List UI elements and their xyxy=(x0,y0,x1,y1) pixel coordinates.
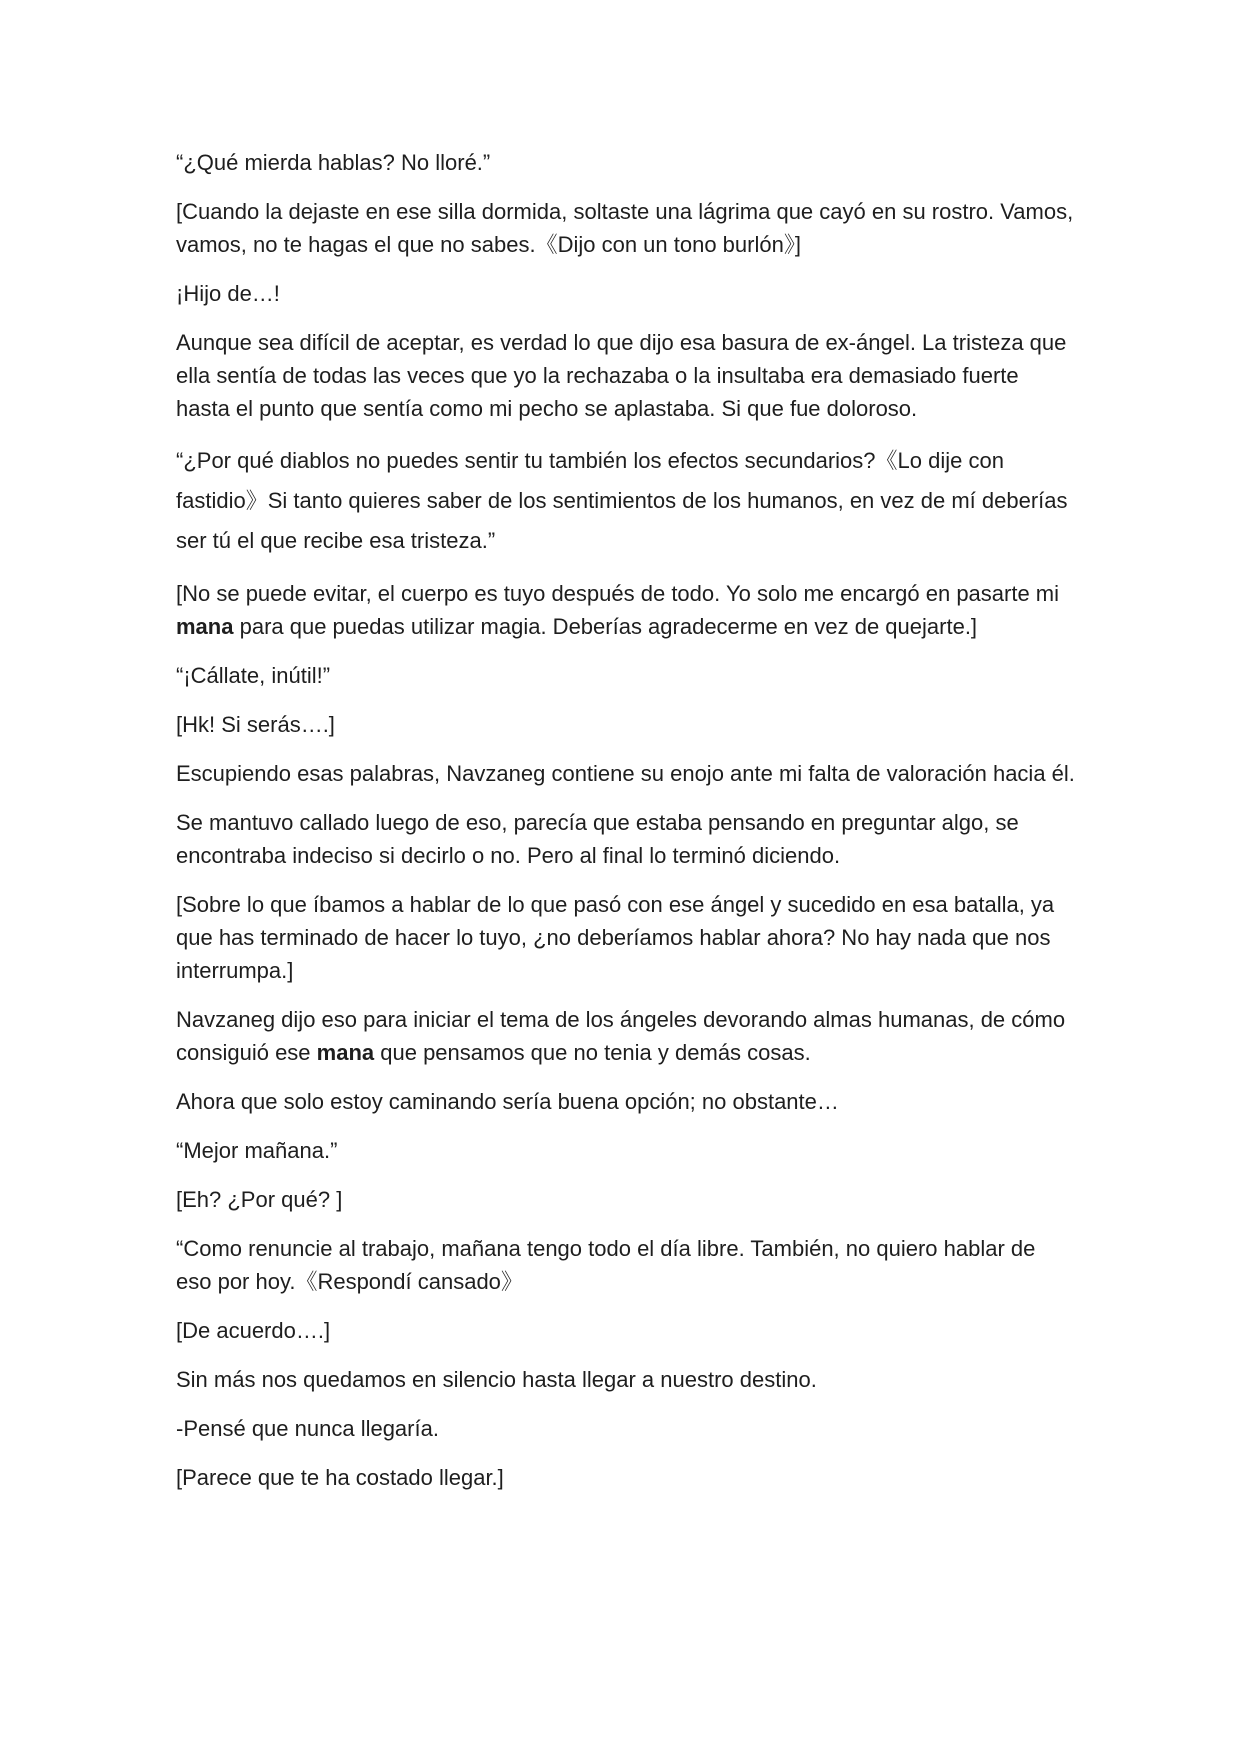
paragraph-6-bold-term: mana xyxy=(176,614,234,639)
paragraph-12-bold-term: mana xyxy=(316,1040,375,1065)
paragraph-8: [Hk! Si serás….] xyxy=(176,712,335,737)
paragraph-4: Aunque sea difícil de aceptar, es verdad lo que dijo esa basura de ex-ángel. La tristeza que ella sentía de todas las veces que yo la rechazaba o la insultaba era demasiado fuerte hasta el punto que sentía como mi pecho se aplastaba. Si que fue doloroso. xyxy=(176,330,1067,421)
paragraph-15: [Eh? ¿Por qué? ] xyxy=(176,1187,343,1212)
document-page xyxy=(176,146,1076,1510)
paragraph-12 xyxy=(176,1003,1076,1069)
paragraph-7: “¡Cállate, inútil!” xyxy=(176,663,331,688)
paragraph-12-text-end: que pensamos que no tenia y demás cosas. xyxy=(374,1040,811,1065)
paragraph-3: ¡Hijo de…! xyxy=(176,281,280,306)
paragraph-6 xyxy=(176,577,1076,643)
paragraph-17: [De acuerdo….] xyxy=(176,1318,331,1343)
paragraph-12-text-start: Navzaneg dijo eso para iniciar el tema de los ángeles devorando almas humanas, de cómo consiguió ese xyxy=(176,1007,1066,1065)
paragraph-19: -Pensé que nunca llegaría. xyxy=(176,1416,439,1441)
paragraph-6-text-start: [No se puede evitar, el cuerpo es tuyo después de todo. Yo solo me encargó en pasarte mi xyxy=(176,581,1060,606)
paragraph-10: Se mantuvo callado luego de eso, parecía que estaba pensando en preguntar algo, se encontraba indeciso si decirlo o no. Pero al final lo terminó diciendo. xyxy=(176,810,1019,868)
paragraph-18: Sin más nos quedamos en silencio hasta llegar a nuestro destino. xyxy=(176,1367,817,1392)
paragraph-9: Escupiendo esas palabras, Navzaneg contiene su enojo ante mi falta de valoración hacia él. xyxy=(176,761,1075,786)
paragraph-11: [Sobre lo que íbamos a hablar de lo que pasó con ese ángel y sucedido en esa batalla, ya que has terminado de hacer lo tuyo, ¿no deberíamos hablar ahora? No hay nada que nos interrumpa.] xyxy=(176,892,1055,983)
paragraph-13: Ahora que solo estoy caminando sería buena opción; no obstante… xyxy=(176,1089,839,1114)
paragraph-2: [Cuando la dejaste en ese silla dormida, soltaste una lágrima que cayó en su rostro. Vamos, vamos, no te hagas el que no sabes.《Dijo con un tono burlón》] xyxy=(176,199,1074,257)
paragraph-20: [Parece que te ha costado llegar.] xyxy=(176,1465,504,1490)
paragraph-14: “Mejor mañana.” xyxy=(176,1138,338,1163)
paragraph-5: “¿Por qué diablos no puedes sentir tu también los efectos secundarios?《Lo dije con fastidio》Si tanto quieres saber de los sentimientos de los humanos, en vez de mí deberías ser tú el que recibe esa tristeza.” xyxy=(176,448,1068,553)
paragraph-6-text-end: para que puedas utilizar magia. Deberías agradecerme en vez de quejarte.] xyxy=(233,614,978,639)
paragraph-16: “Como renuncie al trabajo, mañana tengo todo el día libre. También, no quiero hablar de eso por hoy.《Respondí cansado》 xyxy=(176,1236,1036,1294)
paragraph-1: “¿Qué mierda hablas? No lloré.” xyxy=(176,150,491,175)
